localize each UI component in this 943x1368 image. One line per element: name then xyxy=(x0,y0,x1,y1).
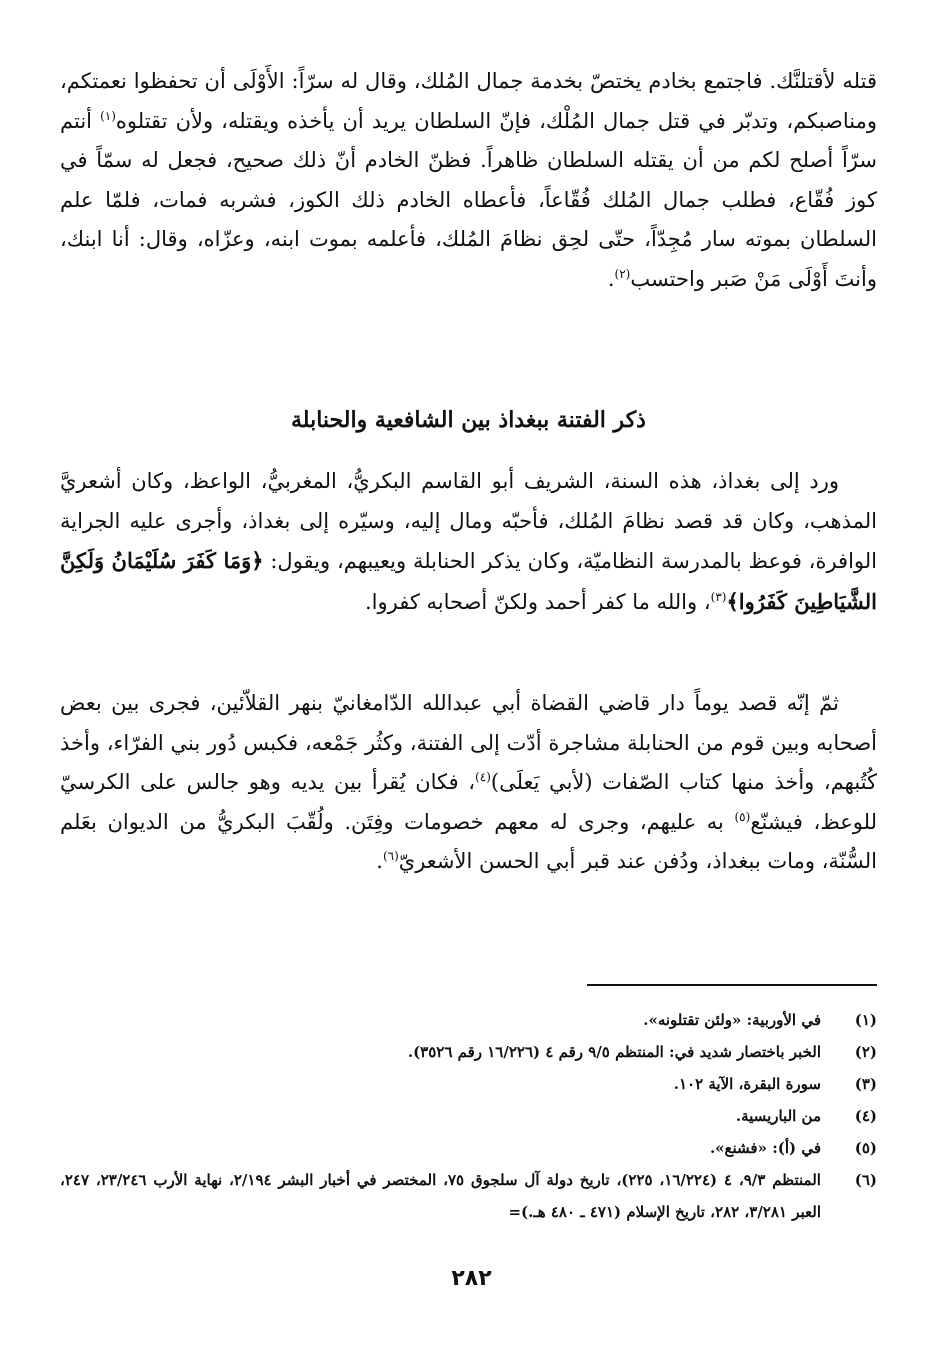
footnote-number: (٤) xyxy=(854,1107,877,1125)
footnote-text: من الباريسية. xyxy=(735,1107,821,1125)
section-paragraph-2 xyxy=(60,684,877,882)
section2-text-c: به عليهم، وجرى له معهم خصومات وفِتَن. ولُقّبَ البكريُّ من الديوان بعَلم السُّنّة، ومات ببغداذ، ودُفن عند قبر أبي الحسن الأشعريّ xyxy=(60,809,877,873)
footnote-number: (٥) xyxy=(854,1139,877,1157)
footnote-number: (٢) xyxy=(854,1043,877,1061)
section-paragraph-1 xyxy=(60,462,877,622)
footnote-text: المنتظم ٩/٣، ٤ (١٦/٢٢٤، ٢٢٥)، تاريخ دولة آل سلجوق ٧٥، المختصر في أخبار البشر ٢/١٩٤، نهاية الأرب ٢٣/٢٤٦، ٢٤٧، العبر ٣/٢٨١، ٢٨٢، تاريخ الإسلام (٤٧١ ـ ٤٨٠ هـ.)= xyxy=(60,1171,821,1221)
footnote-number: (١) xyxy=(854,1011,877,1029)
opening-text-part-b: أنتم سرّاً أصلح لكم من أن يقتله السلطان ظاهراً. فظنّ الخادم أنّ ذلك صحيح، فجعل له سمّاً في كوز فُقّاع، فطلب جمال المُلك فُقّاعاً، فأعطاه الخادم ذلك الكوز، فشربه فمات، فلمّا علم السلطان بموته سار مُجِدّاً، حتّى لحِق نظامَ المُلك، فأعلمه بموت ابنه، وعزّاه، وقال: أنا ابنك، وأنتَ أَوْلَى مَنْ صَبر واحتسب xyxy=(60,108,877,291)
footnote-item xyxy=(60,1100,877,1132)
opening-text-part-a: قتله لأقتلنَّك. فاجتمع بخادم يختصّ بخدمة جمال المُلك، وقال له سرّاً: الأَوْلَى أن تحفظوا نعمتكم، ومناصبكم، وتدبّر في قتل جمال المُلْك، فإنّ السلطان يريد أن يأخذه ويقتله، ولأن تقتلوه xyxy=(60,69,877,133)
footnote-text: في الأوربية: «ولئن تقتلونه». xyxy=(643,1011,821,1029)
footnote-item xyxy=(60,1164,877,1228)
page-number: ٢٨٢ xyxy=(451,1266,492,1291)
section-heading: ذكر الفتنة ببغداذ بين الشافعية والحنابلة xyxy=(291,407,646,433)
footnote-text: الخبر باختصار شديد في: المنتظم ٩/٥ رقم ٤ (١٦/٢٢٦ رقم ٣٥٢٦). xyxy=(407,1043,821,1061)
section2-text-a: ثمّ إنّه قصد يوماً دار قاضي القضاة أبي عبدالله الدّامغانيّ بنهر القلاّئين، فجرى بين بعض أصحابه وبين قوم من الحنابلة مشاجرة أدّت إلى الفتنة، وكثُر جَمْعه، فكبس دُور بني الفرّاء، وأخذ كُتُبهم، وأخذ منها كتاب الصّفات (لأبي يَعلَى) xyxy=(60,691,877,794)
section1-text-a: ورد إلى بغداذ، هذه السنة، الشريف أبو القاسم البكريُّ، المغربيُّ، الواعظ، وكان أشعريَّ المذهب، وكان قد قصد نظامَ المُلك، فأحبّه ومال إليه، وسيّره إلى بغداذ، وأجرى عليه الجراية الوافرة، فوعظ بالمدرسة النظاميّة، وكان يذكر الحنابلة ويعيبهم، ويقول: xyxy=(60,469,878,573)
footnote-number: (٦) xyxy=(854,1171,877,1189)
footnote-ref-4: (٤) xyxy=(475,770,491,784)
footnote-item xyxy=(60,1004,877,1036)
footnotes-list xyxy=(60,1004,877,1228)
section2-text-end: . xyxy=(376,849,383,873)
opening-paragraph xyxy=(60,62,877,299)
footnote-ref-5: (٥) xyxy=(734,809,751,824)
footnote-item xyxy=(60,1068,877,1100)
footnote-item xyxy=(60,1036,877,1068)
footnote-ref-6: (٦) xyxy=(382,849,399,863)
quran-quote: ﴿وَمَا كَفَرَ سُلَيْمَانُ وَلَكِنَّ الشَّيَاطِينَ كَفَرُوا﴾ xyxy=(60,548,877,614)
footnote-item xyxy=(60,1132,877,1164)
footnote-ref-3: (٣) xyxy=(710,589,727,604)
footnote-separator xyxy=(587,984,877,986)
footnote-text: سورة البقرة، الآية ١٠٢. xyxy=(673,1075,821,1093)
section1-text-b: ، والله ما كفر أحمد ولكنّ أصحابه كفروا. xyxy=(364,589,711,614)
footnote-ref-1: (١) xyxy=(100,108,116,123)
footnote-number: (٣) xyxy=(854,1075,877,1093)
footnote-text: في (أ): «فشنع». xyxy=(709,1139,821,1157)
opening-text-end: . xyxy=(607,266,615,291)
footnote-ref-2: (٢) xyxy=(614,266,631,281)
section2-text-b: ، فكان يُقرأ بين يديه وهو جالس على الكرسيّ للوعظ، فيشنّع xyxy=(60,770,877,834)
